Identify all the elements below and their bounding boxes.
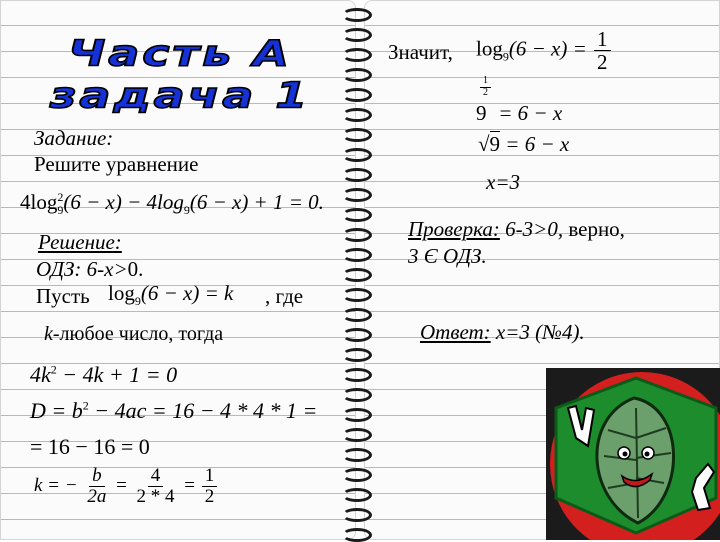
solution-label: Решение: (38, 230, 122, 254)
spiral-ring (342, 148, 372, 162)
spiral-ring (342, 348, 372, 362)
spiral-ring (342, 228, 372, 242)
spiral-ring (342, 488, 372, 502)
any-number-line: k-любое число, тогда (44, 323, 224, 345)
let-word: Пусть (36, 284, 90, 308)
spiral-ring (342, 508, 372, 522)
main-equation: $4\log^2_9(6 - x) - 4\log_9(6 - x) + 1 = 0$. (20, 190, 324, 218)
odz-membership: 3 Є ОДЗ. (408, 244, 487, 268)
sqrt-line: √9 = 6 − x (478, 132, 570, 156)
spiral-ring (342, 88, 372, 102)
substitution-expr: $\log_9(6 - x) = k$ (108, 281, 234, 309)
spiral-ring (342, 8, 372, 22)
where-word: , где (265, 284, 304, 308)
discriminant-result: = 16 − 16 = 0 (30, 434, 150, 459)
spiral-ring (342, 188, 372, 202)
answer-line: Ответ: x=3 (№4). (420, 320, 585, 344)
root-formula: k = − $\frac{b}{2a}$ = $\frac{4}{2 * 4}$ = $\frac{1}{2}$ (34, 466, 219, 507)
spiral-ring (342, 168, 372, 182)
discriminant-line: $D = b^2 - 4ac = 16 - 4 * 4 * 1$ = (30, 398, 318, 423)
then-word: Значит, (388, 40, 453, 64)
spiral-ring (342, 48, 372, 62)
spiral-ring (342, 388, 372, 402)
quadratic-equation: $4k^2 - 4k + 1 = 0$ (30, 362, 178, 387)
spiral-ring (342, 448, 372, 462)
spiral-ring (342, 68, 372, 82)
odz-line: ОДЗ: 6-x>0. (36, 257, 144, 281)
task-text: Решите уравнение (34, 152, 199, 176)
spiral-ring (342, 308, 372, 322)
slide-title-line1: Часть А (68, 31, 292, 75)
spiral-ring (342, 128, 372, 142)
spiral-binding (340, 0, 376, 540)
answer-x: x=3 (486, 170, 520, 194)
spiral-ring (342, 408, 372, 422)
spiral-ring (342, 28, 372, 42)
spiral-ring (342, 428, 372, 442)
spiral-ring (342, 468, 372, 482)
spiral-ring (342, 288, 372, 302)
power-line: $\frac{1}{2}$ 9 = 6 − x (476, 75, 563, 125)
spiral-ring (342, 368, 372, 382)
slide-title-line2: задача 1 (49, 73, 311, 117)
log-conclusion: $\log_9(6 - x)$ = $\frac{1}{2}$ (476, 28, 613, 73)
spiral-ring (342, 268, 372, 282)
spiral-ring (342, 248, 372, 262)
spiral-ring (342, 208, 372, 222)
spiral-ring (342, 108, 372, 122)
leaf-mascot-emblem (546, 368, 720, 540)
check-line: Проверка: 6-3>0, верно, (408, 217, 625, 241)
task-label: Задание: (34, 126, 114, 150)
spiral-ring (342, 328, 372, 342)
